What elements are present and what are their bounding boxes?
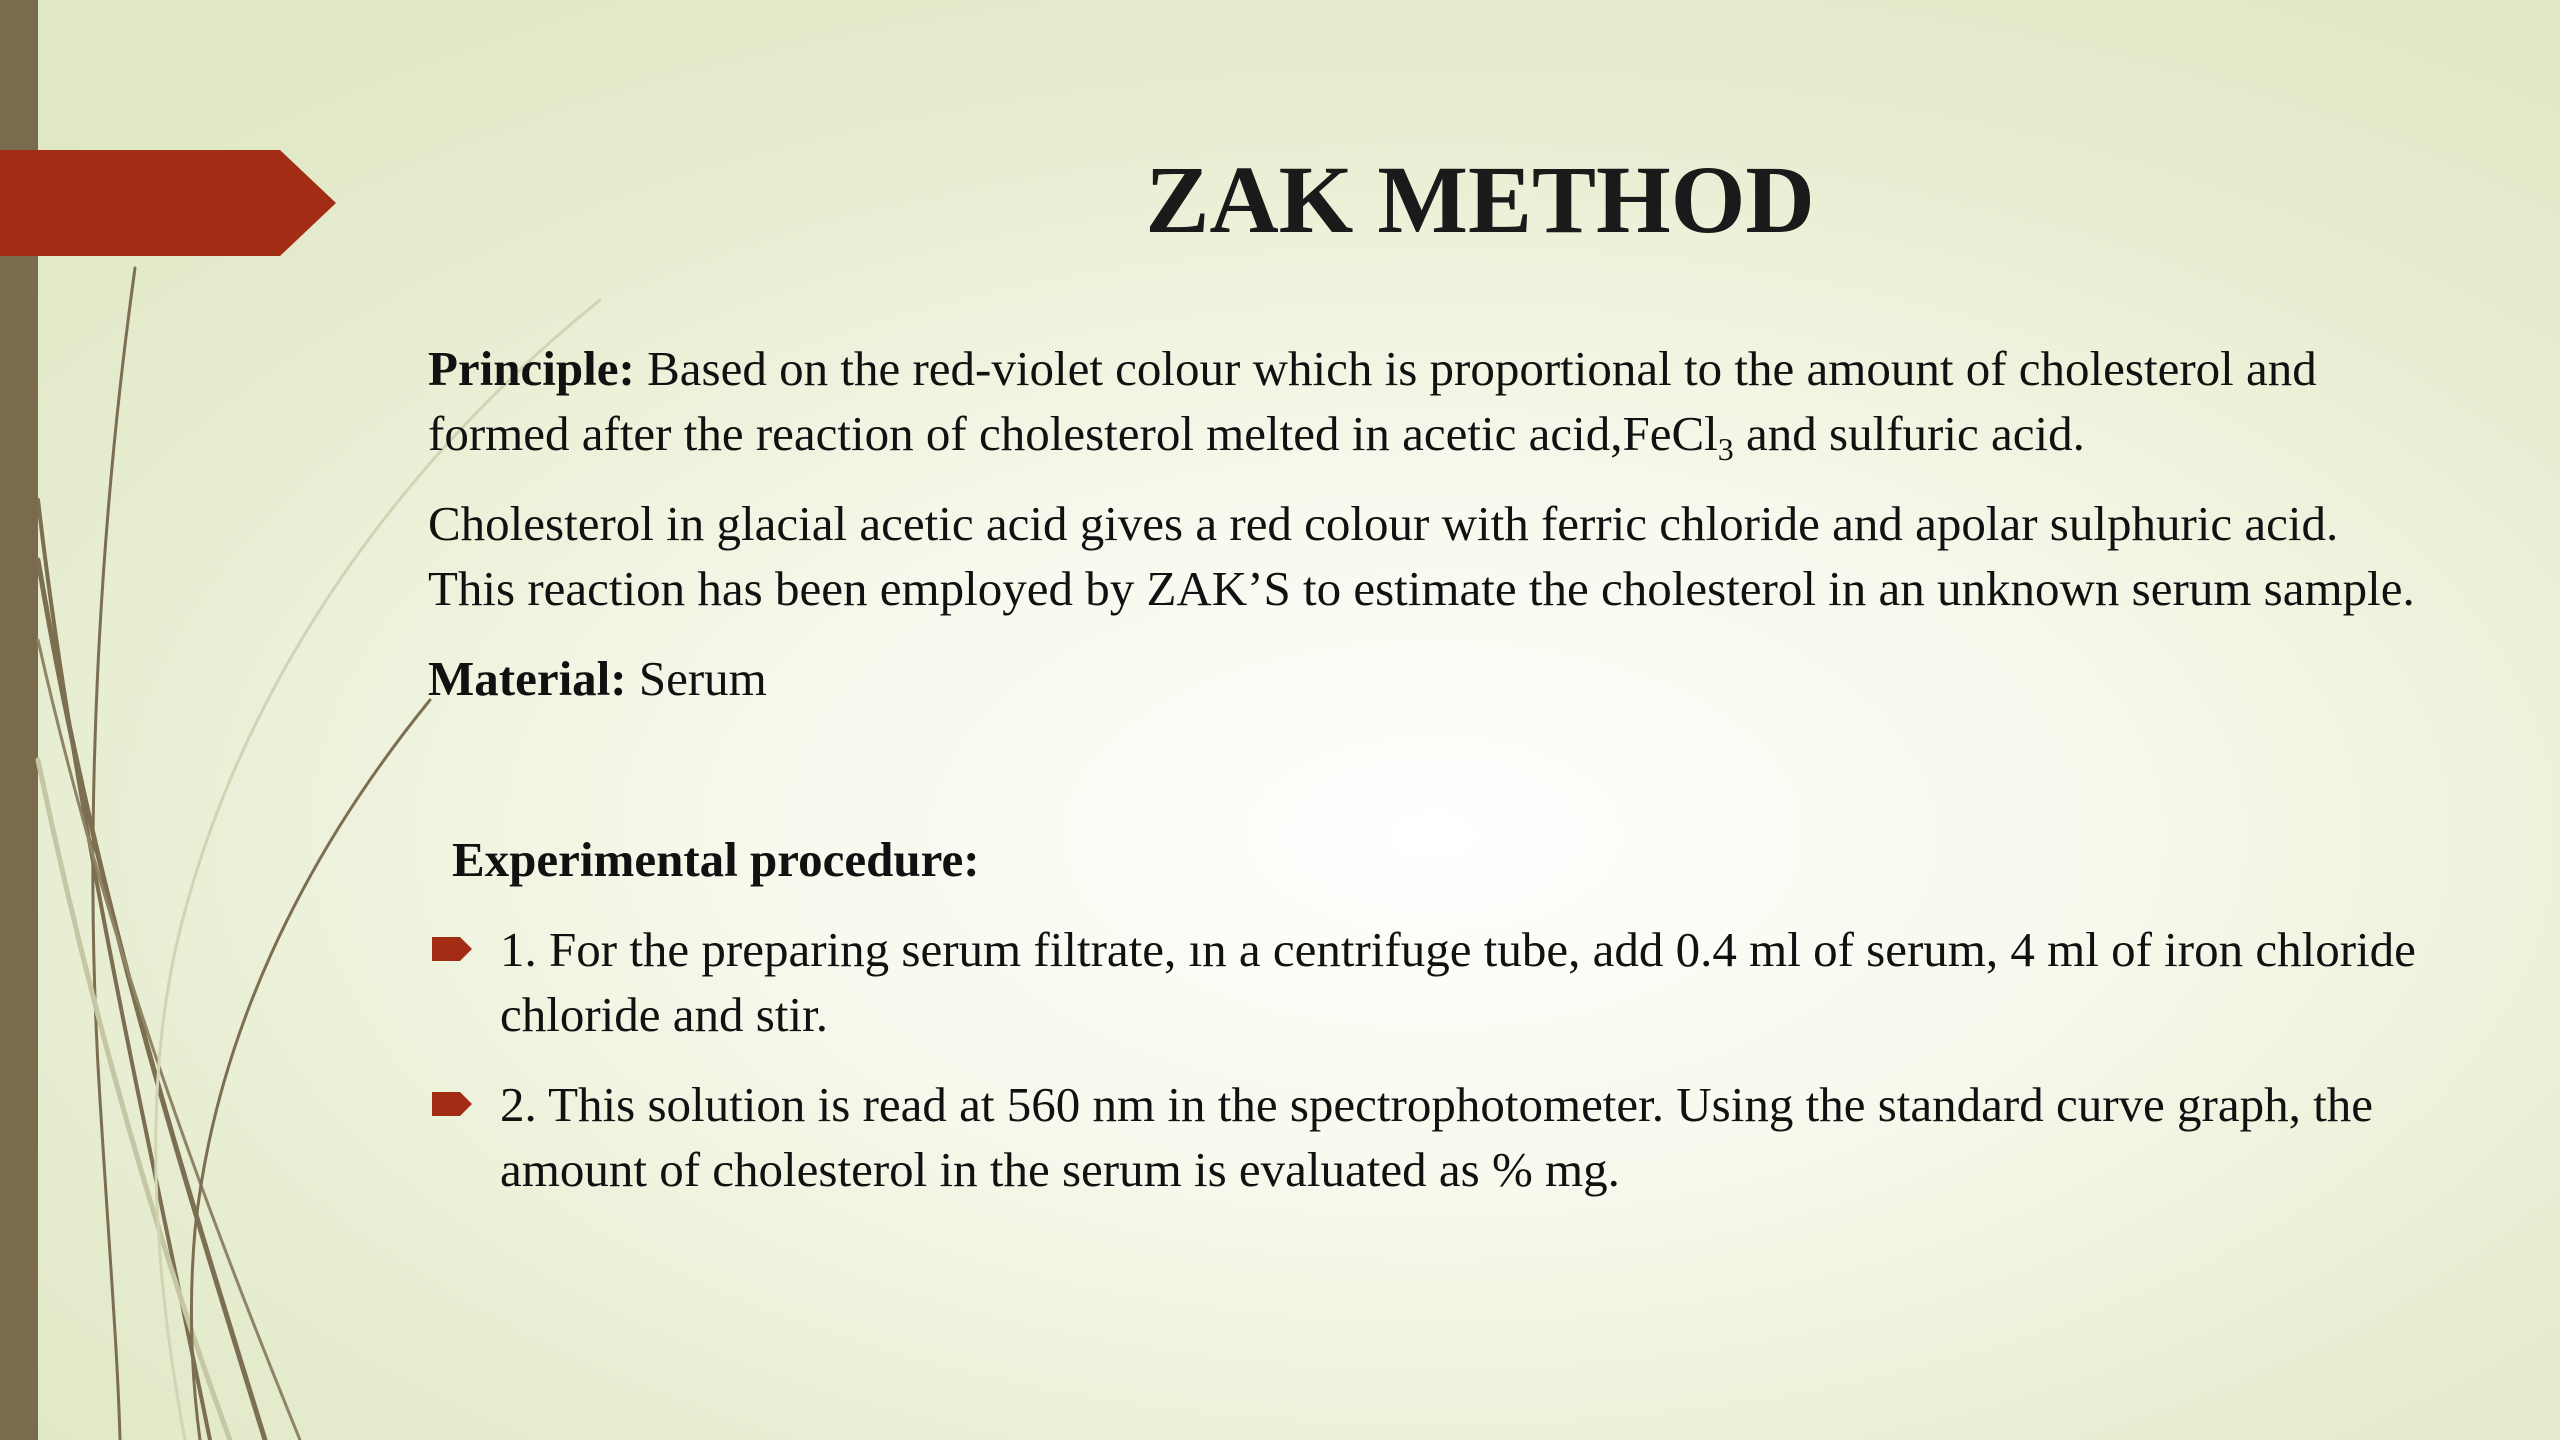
- slide-title: ZAK METHOD: [1145, 146, 1815, 253]
- procedure-step-2: [428, 1072, 2428, 1202]
- arrow-bullet-icon: [432, 1092, 472, 1116]
- slide-content: [428, 336, 2428, 1202]
- cholesterol-paragraph: Cholesterol in glacial acetic acid gives a red colour with ferric chloride and apolar sulphuric acid. This reaction has been employed by ZAK’S to estimate the cholesterol in an unknown serum sample.: [428, 496, 2415, 616]
- material-paragraph: [428, 646, 2428, 711]
- procedure-heading: Experimental procedure:: [452, 832, 980, 887]
- procedure-step-1: [428, 917, 2428, 1047]
- procedure-step-2-text: 2. This solution is read at 560 nm in the spectrophotometer. Using the standard curve graph, the amount of cholesterol in the serum is evaluated as % mg.: [500, 1077, 2373, 1197]
- principle-text-2: and sulfuric acid.: [1733, 406, 2085, 461]
- title-arrow-shape: [0, 150, 336, 256]
- procedure-steps: [428, 917, 2428, 1202]
- material-value: Serum: [626, 651, 767, 706]
- principle-text-1: Based on the red-violet colour which is proportional to the amount of cholesterol and formed after the reaction of cholesterol melted in acetic acid,FeCl: [428, 341, 2317, 461]
- arrow-bullet-icon: [432, 937, 472, 961]
- principle-subscript: 3: [1717, 431, 1734, 467]
- principle-label: Principle:: [428, 341, 635, 396]
- procedure-step-1-text: 1. For the preparing serum filtrate, ın a centrifuge tube, add 0.4 ml of serum, 4 ml of iron chloride chloride and stir.: [500, 922, 2416, 1042]
- material-label: Material:: [428, 651, 627, 706]
- principle-paragraph: [428, 336, 2428, 466]
